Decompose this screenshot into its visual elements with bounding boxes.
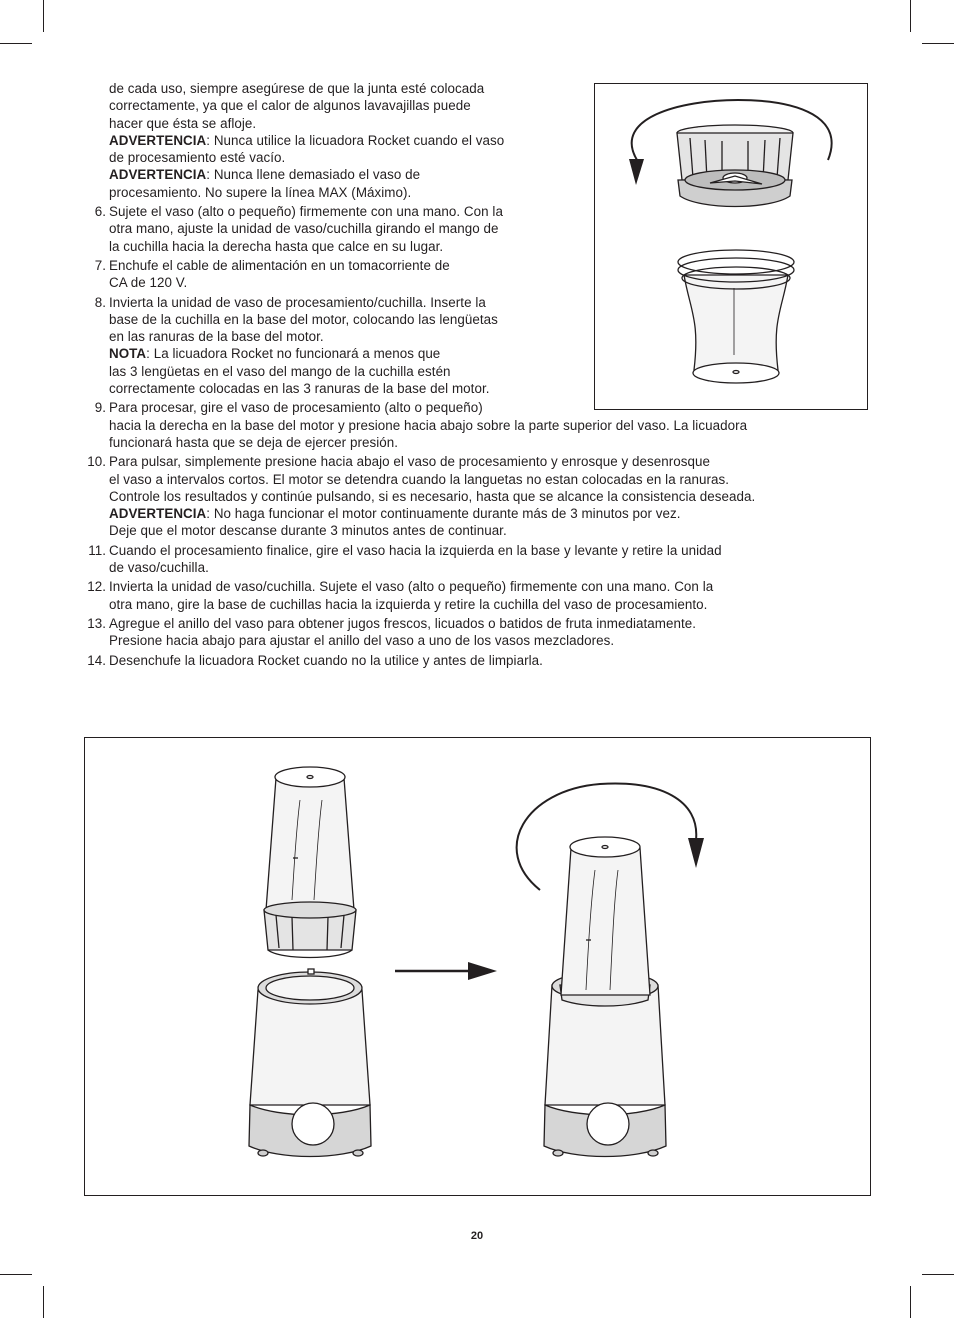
line-text: Desenchufe la licuadora Rocket cuando no la utilice y antes de limpiarla. xyxy=(109,652,543,668)
line-text: CA de 120 V. xyxy=(109,275,188,291)
line-text: las 3 lengüetas en el vaso del mango de la cuchilla estén xyxy=(109,363,451,379)
warning-label: NOTA xyxy=(109,346,147,362)
line-text: : La licuadora Rocket no funcionará a menos que xyxy=(146,346,441,362)
small-cup-icon xyxy=(678,250,794,383)
step-number: 13. xyxy=(87,615,106,631)
line-text: otra mano, ajuste la unidad de vaso/cuchilla girando el mango de xyxy=(109,221,499,237)
step-number: 7. xyxy=(94,257,106,273)
line-text: Cuando el procesamiento finalice, gire el vaso hacia la izquierda en la base y levante y retire la unidad xyxy=(109,542,722,558)
warning-label: ADVERTENCIA xyxy=(109,506,207,522)
line-text: funcionará hasta que se deja de ejercer presión. xyxy=(109,434,398,450)
line-text: de vaso/cuchilla. xyxy=(109,560,209,576)
line-text: Invierta la unidad de vaso/cuchilla. Sujete el vaso (alto o pequeño) firmemente con una mano. Con la xyxy=(109,579,714,595)
step-number: 9. xyxy=(94,400,106,416)
right-arrow-icon xyxy=(395,962,497,980)
tall-cup-icon xyxy=(264,767,356,958)
step-number: 11. xyxy=(88,542,106,558)
line-text: Deje que el motor descanse durante 3 minutos antes de continuar. xyxy=(109,523,507,539)
line-text: de cada uso, siempre asegúrese de que la junta esté colocada xyxy=(109,81,485,96)
warning-label: ADVERTENCIA xyxy=(109,132,207,148)
line-text: de procesamiento esté vacío. xyxy=(109,150,286,166)
line-text: Para pulsar, simplemente presione hacia abajo el vaso de procesamiento y enrosque y desenrosque xyxy=(109,454,710,470)
page-number: 20 xyxy=(470,1230,484,1242)
step-number: 6. xyxy=(94,204,106,220)
step-number: 14. xyxy=(87,652,106,668)
line-text: procesamiento. No supere la línea MAX (Máximo). xyxy=(109,184,412,200)
line-text: Enchufe el cable de alimentación en un tomacorriente de xyxy=(109,257,450,273)
line-text: Agregue el anillo del vaso para obtener jugos frescos, licuados o batidos de fruta inmediatamente. xyxy=(109,615,697,631)
line-text: base de la cuchilla en la base del motor, colocando las lengüetas xyxy=(109,311,498,327)
line-text: correctamente, ya que el calor de algunos lavavajillas puede xyxy=(109,98,471,114)
line-text: correctamente colocadas en las 3 ranuras de la base del motor. xyxy=(109,381,490,397)
line-text: Controle los resultados y continúe pulsando, si es necesario, hasta que se alcance la consistencia deseada. xyxy=(109,488,756,504)
step-number: 8. xyxy=(94,294,106,310)
line-text: : Nunca llene demasiado el vaso de xyxy=(206,167,421,183)
line-text: la cuchilla hacia la derecha hasta que calce en su lugar. xyxy=(109,238,444,254)
line-text: Para procesar, gire el vaso de procesamiento (alto o pequeño) xyxy=(109,400,483,416)
line-text: hacer que ésta se afloje. xyxy=(109,115,257,131)
step-number: 10. xyxy=(87,454,106,470)
line-text: Invierta la unidad de vaso de procesamiento/cuchilla. Inserte la xyxy=(109,294,486,310)
assembled-blender-icon xyxy=(544,837,666,1157)
motor-base-icon xyxy=(249,969,371,1157)
blade-base-icon xyxy=(677,125,793,207)
arrow-head-icon xyxy=(688,838,704,868)
line-text: otra mano, gire la base de cuchillas hacia la izquierda y retire la cuchilla del vaso de procesamiento. xyxy=(109,596,708,612)
line-text: Presione hacia abajo para ajustar el anillo del vaso a uno de los vasos mezcladores. xyxy=(109,633,615,649)
line-text: : Nunca utilice la licuadora Rocket cuando el vaso xyxy=(206,132,505,148)
line-text: : No haga funcionar el motor continuamente durante más de 3 minutos por vez. xyxy=(206,506,681,522)
arrow-head-icon xyxy=(629,159,644,185)
line-text: el vaso a intervalos cortos. El motor se detendra cuando la languetas no estan colocadas en la ranuras. xyxy=(109,471,730,487)
line-text: en las ranuras de la base del motor. xyxy=(109,329,324,345)
line-text: Sujete el vaso (alto o pequeño) firmemente con una mano. Con la xyxy=(109,204,503,220)
line-text: hacia la derecha en la base del motor y presione hacia abajo sobre la parte superior del vaso. La licuadora xyxy=(109,417,748,433)
warning-label: ADVERTENCIA xyxy=(109,167,207,183)
step-number: 12. xyxy=(87,579,106,595)
